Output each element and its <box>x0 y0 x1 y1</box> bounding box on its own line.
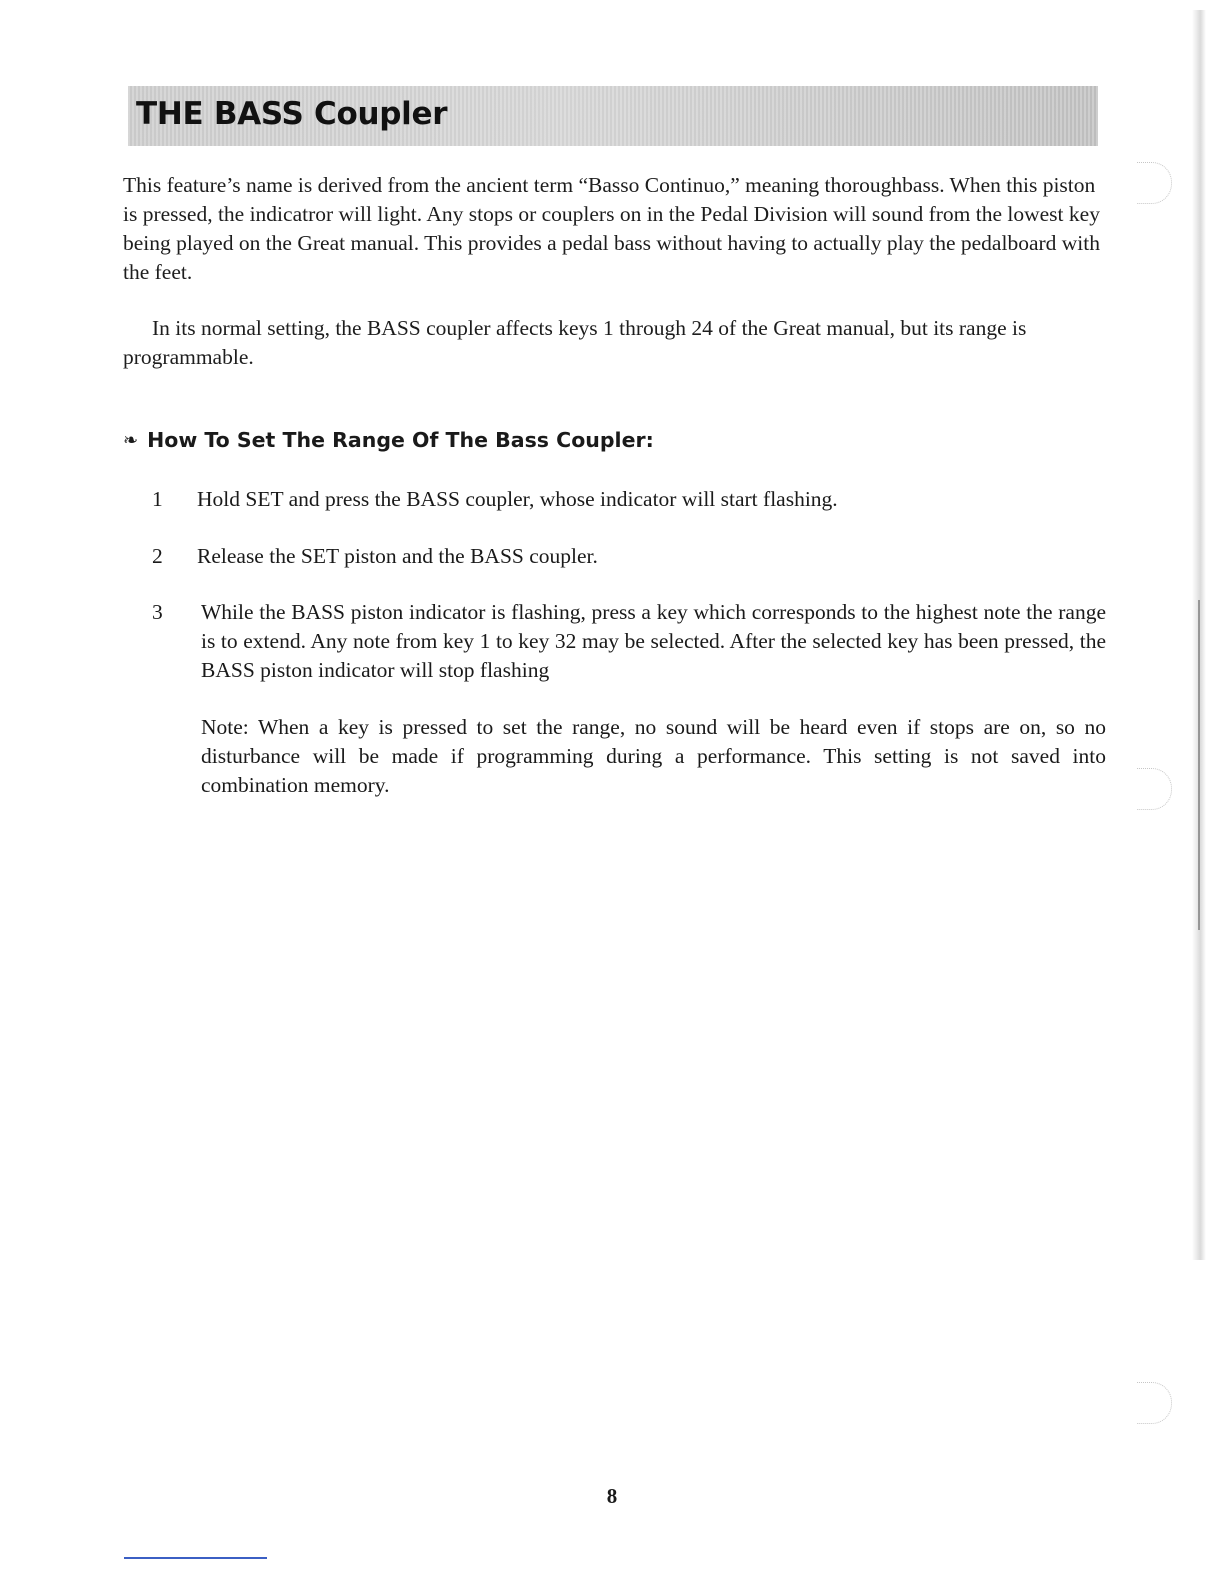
intro-paragraph-1: This feature’s name is derived from the ancient term “Basso Continuo,” meaning thoroughbass. When this piston is pressed, the indicatror will light. Any stops or couplers on in the Pedal Division will sound from the lowest key being played on the Great manual. This provides a pedal bass without having to actually play the pedalboard with the feet. <box>123 173 1101 284</box>
page-title: THE BASS Coupler <box>136 96 448 132</box>
step-number: 3 <box>152 600 163 624</box>
binder-hole-middle <box>1137 768 1172 810</box>
page-number: 8 <box>606 1484 618 1508</box>
step-text: Hold SET and press the BASS coupler, whose indicator will start flashing. <box>197 487 838 511</box>
scan-edge-line <box>1198 600 1200 930</box>
section-heading <box>123 428 654 452</box>
step-text: While the BASS piston indicator is flashing, press a key which corresponds to the highest note the range is to extend. Any note from key 1 to key 32 may be selected. After the selected key has been pressed, the BASS piston indicator will stop flashing <box>201 600 1106 682</box>
intro-paragraph-2: In its normal setting, the BASS coupler affects keys 1 through 24 of the Great manual, but its range is programmable. <box>123 316 1027 369</box>
binder-hole-top <box>1137 162 1172 204</box>
section-heading-text: How To Set The Range Of The Bass Coupler: <box>147 428 654 452</box>
title-band <box>128 86 1098 146</box>
fleuron-icon: ❧ <box>123 429 139 451</box>
binder-hole-bottom <box>1137 1382 1172 1424</box>
footer-rule <box>124 1557 267 1559</box>
step-number: 1 <box>152 487 163 511</box>
step-text: Release the SET piston and the BASS coupler. <box>197 544 598 568</box>
step-number: 2 <box>152 544 163 568</box>
note-paragraph: Note: When a key is pressed to set the range, no sound will be heard even if stops are on, so no disturbance will be made if programming during a performance. This setting is not saved into combination memory. <box>201 715 1106 797</box>
